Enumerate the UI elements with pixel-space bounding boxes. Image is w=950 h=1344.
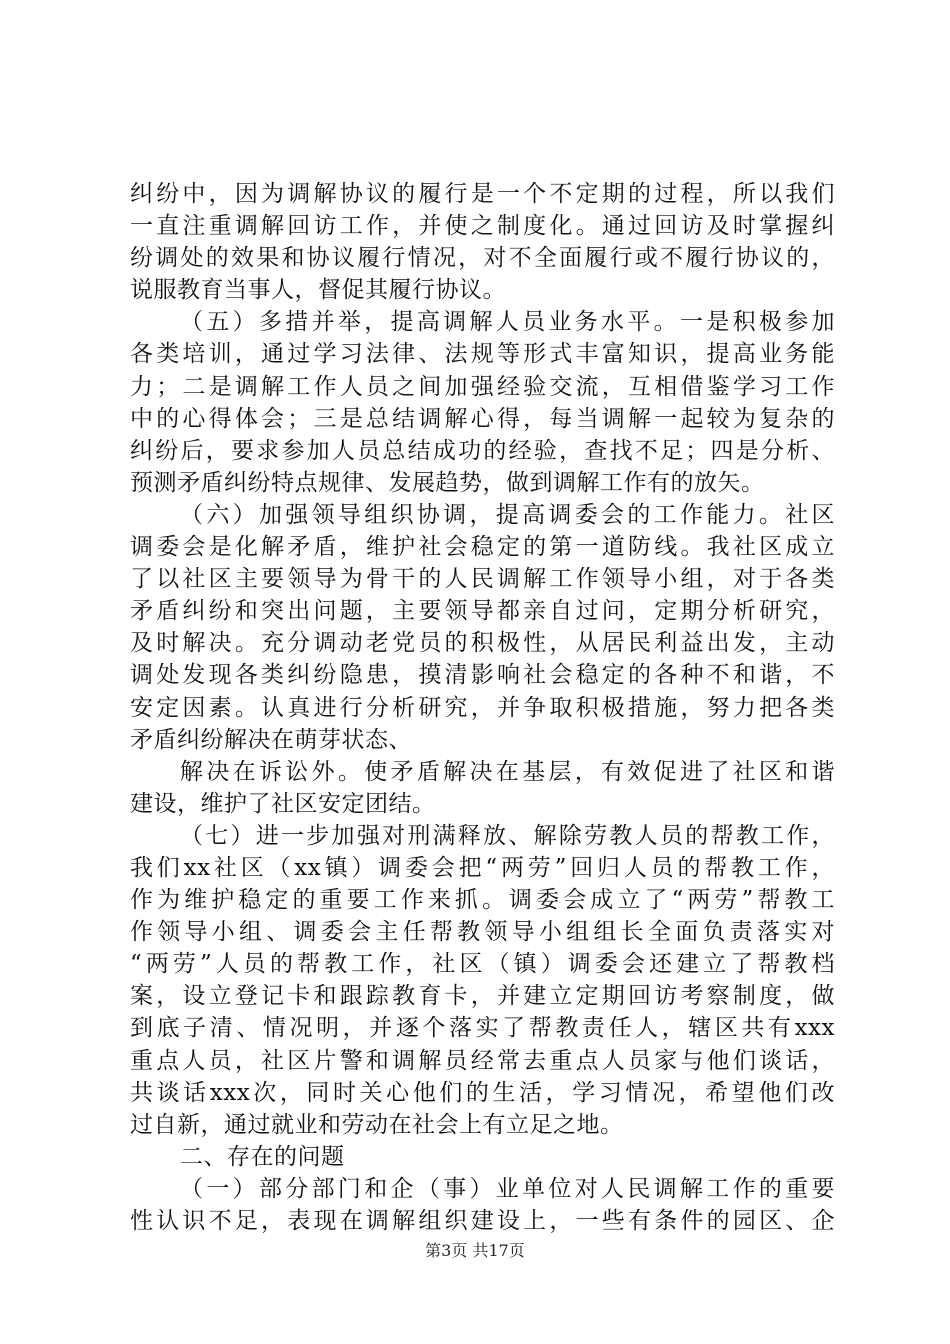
text-line: 建设，维护了社区安定团结。 [130, 790, 436, 817]
text-line: 一直注重调解回访工作，并使之制度化。通过回访及时掌握纠 [130, 213, 835, 240]
text-line: 力；二是调解工作人员之间加强经验交流，互相借鉴学习工作 [130, 373, 835, 400]
text-line: 纠纷后，要求参加人员总结成功的经验，查找不足；四是分析、 [130, 437, 835, 464]
text-line: 过自新，通过就业和劳动在社会上有立足之地。 [130, 1111, 624, 1138]
text-line: 重点人员，社区片警和调解员经常去重点人员家与他们谈话， [130, 1047, 835, 1074]
page-number-footer: 第3页 共17页 [425, 1241, 525, 1260]
text-line: 性认识不足，表现在调解组织建设上，一些有条件的园区、企 [130, 1208, 835, 1234]
paragraph-heading-line: （七）进一步加强对刑满释放、解除劳教人员的帮教工作， [180, 822, 835, 849]
text-line: 矛盾纠纷解决在萌芽状态、 [130, 726, 412, 753]
text-line: 预测矛盾纠纷特点规律、发展趋势，做到调解工作有的放矢。 [130, 469, 765, 496]
text-line: 共谈话xxx次，同时关心他们的生活，学习情况，希望他们改 [130, 1079, 835, 1106]
text-line: 案，设立登记卡和跟踪教育卡，并建立定期回访考察制度，做 [130, 983, 835, 1010]
text-line: 调处发现各类纠纷隐患，摸清影响社会稳定的各种不和谐，不 [130, 662, 835, 689]
paragraph-heading-line: （六）加强领导组织协调，提高调委会的工作能力。社区 [180, 501, 835, 528]
text-line: 安定因素。认真进行分析研究，并争取积极措施，努力把各类 [130, 694, 835, 721]
text-line: 解决在诉讼外。使矛盾解决在基层，有效促进了社区和谐 [180, 758, 835, 785]
text-line: 我们xx社区（xx镇）调委会把“两劳”回归人员的帮教工作， [130, 854, 835, 881]
text-line: 到底子清、情况明，并逐个落实了帮教责任人，辖区共有xxx [130, 1015, 835, 1042]
text-line: 各类培训，通过学习法律、法规等形式丰富知识，提高业务能 [130, 341, 835, 368]
body-text [130, 178, 835, 1237]
text-line: 调委会是化解矛盾，维护社会稳定的第一道防线。我社区成立 [130, 534, 835, 561]
text-line: 作领导小组、调委会主任帮教领导小组组长全面负责落实对 [130, 919, 835, 946]
text-line: 纠纷中，因为调解协议的履行是一个不定期的过程，所以我们 [130, 181, 835, 207]
text-line: 了以社区主要领导为骨干的人民调解工作领导小组，对于各类 [130, 566, 835, 593]
text-line: 纷调处的效果和协议履行情况，对不全面履行或不履行协议的， [130, 245, 835, 272]
text-line: “两劳”人员的帮教工作，社区（镇）调委会还建立了帮教档 [130, 951, 835, 978]
text-line: 及时解决。充分调动老党员的积极性，从居民利益出发，主动 [130, 630, 835, 657]
text-line: 说服教育当事人，督促其履行协议。 [130, 277, 506, 304]
text-line: 矛盾纠纷和突出问题，主要领导都亲自过问，定期分析研究， [130, 598, 835, 625]
section-heading: 二、存在的问题 [180, 1143, 345, 1170]
text-line: 作为维护稳定的重要工作来抓。调委会成立了“两劳”帮教工 [130, 887, 835, 914]
paragraph-heading-line: （五）多措并举，提高调解人员业务水平。一是积极参加 [180, 309, 835, 336]
paragraph-heading-line: （一）部分部门和企（事）业单位对人民调解工作的重要 [180, 1175, 835, 1202]
text-line: 中的心得体会；三是总结调解心得，每当调解一起较为复杂的 [130, 405, 835, 432]
